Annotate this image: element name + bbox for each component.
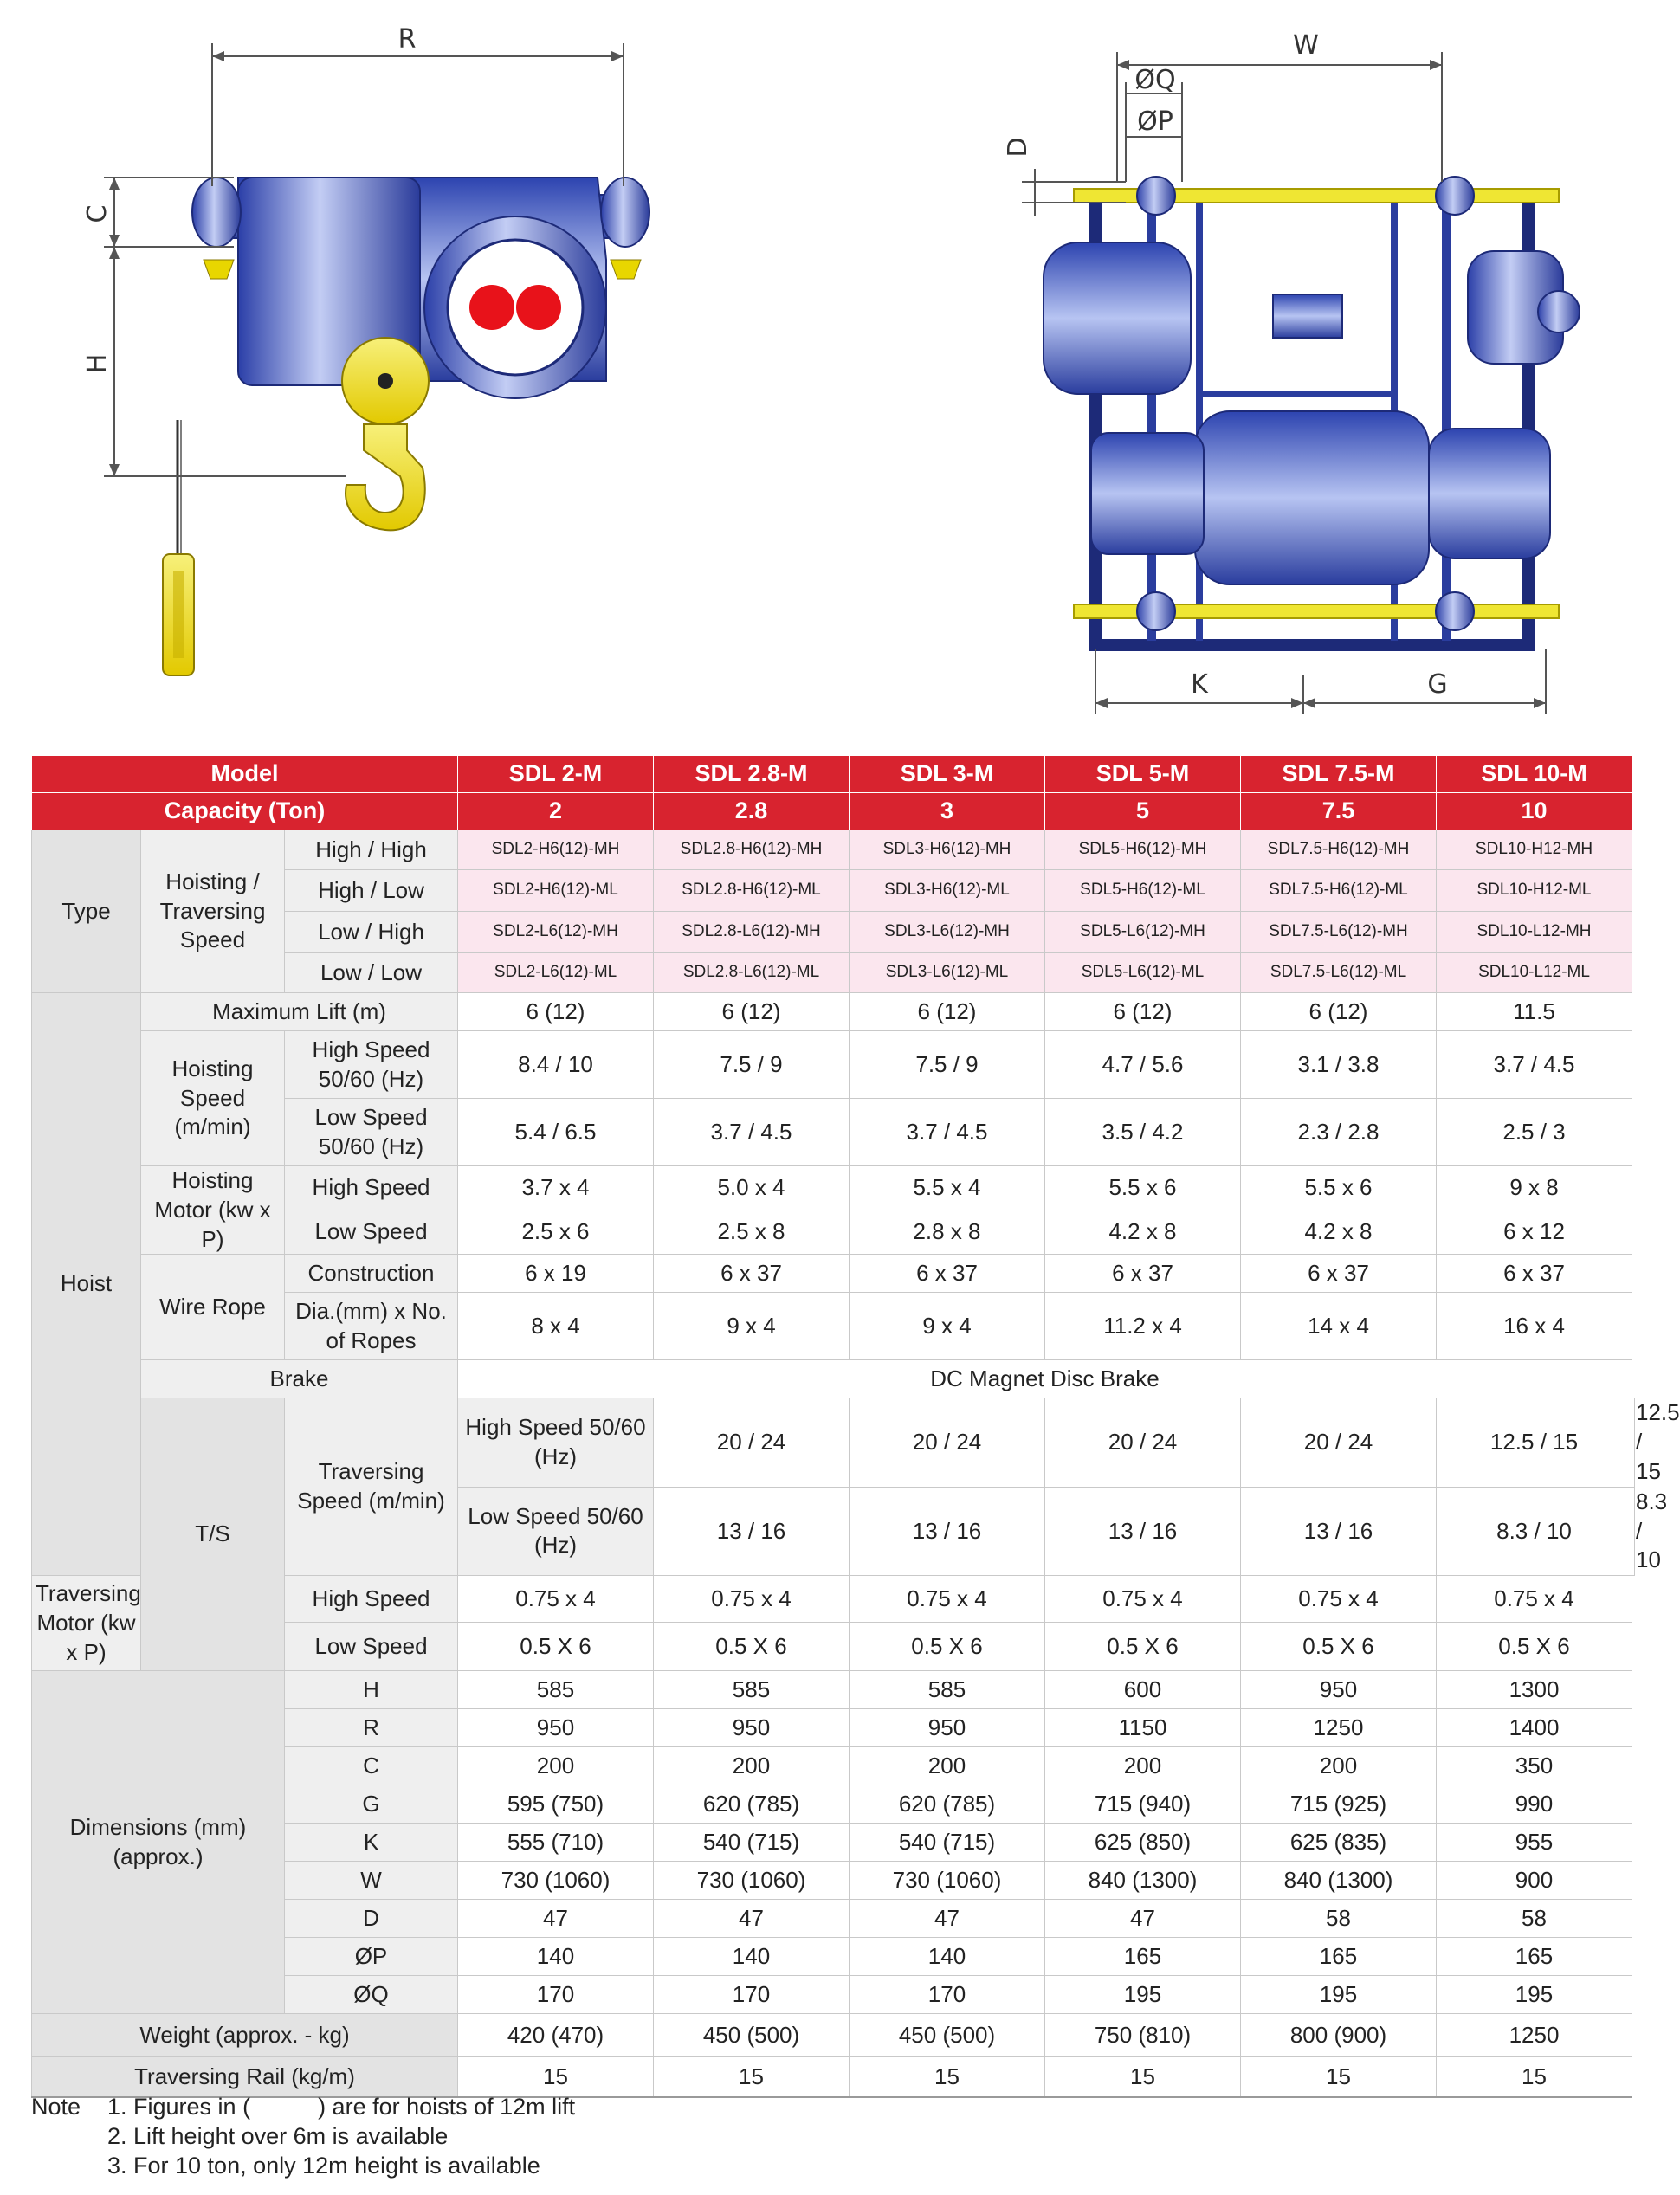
note-item-1-suffix: ) are for hoists of 12m lift: [318, 2094, 576, 2120]
table-cell: 7.5 / 9: [850, 1031, 1045, 1099]
table-cell: 15: [850, 2057, 1045, 2097]
model-name: SDL 2-M: [458, 756, 654, 793]
table-cell: 200: [1045, 1747, 1241, 1785]
subgroup-hoist-traverse-speed: Hoisting / Traversing Speed: [141, 830, 285, 993]
table-cell: 165: [1241, 1938, 1437, 1976]
table-cell: 3.1 / 3.8: [1241, 1031, 1437, 1099]
table-cell: SDL2.8-L6(12)-ML: [654, 953, 850, 993]
table-cell: 15: [1437, 2057, 1632, 2097]
table-cell: 8.3 / 10: [1437, 1487, 1632, 1575]
row-label: High / High: [285, 830, 458, 870]
table-cell: 540 (715): [850, 1824, 1045, 1862]
table-cell: SDL2-L6(12)-MH: [458, 912, 654, 953]
table-cell: 15: [1045, 2057, 1241, 2097]
table-cell: 4.2 x 8: [1045, 1210, 1241, 1255]
table-cell: 1300: [1437, 1671, 1632, 1709]
table-cell: 950: [1241, 1671, 1437, 1709]
row-label: High Speed 50/60 (Hz): [458, 1398, 654, 1487]
table-cell: 730 (1060): [850, 1862, 1045, 1900]
table-cell: SDL5-L6(12)-ML: [1045, 953, 1241, 993]
table-cell: 585: [458, 1671, 654, 1709]
table-cell: 595 (750): [458, 1785, 654, 1824]
row-label: H: [285, 1671, 458, 1709]
table-cell: 715 (940): [1045, 1785, 1241, 1824]
table-cell: 450 (500): [654, 2014, 850, 2057]
table-cell: 200: [654, 1747, 850, 1785]
table-cell: SDL7.5-L6(12)-ML: [1241, 953, 1437, 993]
table-cell: 6 (12): [1045, 993, 1241, 1031]
table-cell: 13 / 16: [1045, 1487, 1241, 1575]
table-cell: 0.75 x 4: [1241, 1576, 1437, 1623]
table-cell: 0.5 X 6: [1045, 1623, 1241, 1671]
table-cell: 195: [1045, 1976, 1241, 2014]
table-cell: SDL10-H12-ML: [1437, 870, 1632, 912]
row-label: D: [285, 1900, 458, 1938]
row-label: Low Speed: [285, 1210, 458, 1255]
table-cell: 730 (1060): [654, 1862, 850, 1900]
row-label: C: [285, 1747, 458, 1785]
row-label: Low Speed 50/60 (Hz): [458, 1487, 654, 1575]
subgroup-hoisting-speed: Hoisting Speed (m/min): [141, 1031, 285, 1166]
table-cell: SDL3-L6(12)-MH: [850, 912, 1045, 953]
table-cell: 955: [1437, 1824, 1632, 1862]
row-label: Low Speed: [285, 1623, 458, 1671]
table-row: [32, 1360, 1635, 1398]
table-cell: 14 x 4: [1241, 1293, 1437, 1360]
table-cell: 730 (1060): [458, 1862, 654, 1900]
table-cell: 58: [1437, 1900, 1632, 1938]
subgroup-traversing-motor: Traversing Motor (kw x P): [32, 1576, 141, 1671]
table-row: [32, 2057, 1635, 2097]
table-cell: 555 (710): [458, 1824, 654, 1862]
subgroup-wire-rope: Wire Rope: [141, 1255, 285, 1360]
table-row: [32, 1255, 1635, 1293]
table-cell: 9 x 4: [654, 1293, 850, 1360]
table-cell: 47: [654, 1900, 850, 1938]
dimension-label-k: K: [1191, 669, 1208, 700]
table-cell: 170: [850, 1976, 1045, 2014]
table-cell: DC Magnet Disc Brake: [458, 1360, 1632, 1398]
capacity-value: 5: [1045, 793, 1241, 830]
row-label: Weight (approx. - kg): [32, 2014, 458, 2057]
row-label: W: [285, 1862, 458, 1900]
table-cell: 585: [654, 1671, 850, 1709]
table-cell: 5.5 x 6: [1241, 1166, 1437, 1210]
table-row: [32, 830, 1635, 870]
row-label: High Speed: [285, 1166, 458, 1210]
table-cell: 1250: [1241, 1709, 1437, 1747]
table-cell: 750 (810): [1045, 2014, 1241, 2057]
table-cell: 800 (900): [1241, 2014, 1437, 2057]
table-cell: 16 x 4: [1437, 1293, 1632, 1360]
top-view-drawing: [1022, 52, 1580, 714]
table-cell: 585: [850, 1671, 1045, 1709]
table-cell: 840 (1300): [1045, 1862, 1241, 1900]
table-cell: 6 (12): [850, 993, 1045, 1031]
table-cell: SDL3-H6(12)-ML: [850, 870, 1045, 912]
group-ts: T/S: [141, 1398, 285, 1671]
table-cell: 6 x 37: [654, 1255, 850, 1293]
table-cell: 840 (1300): [1241, 1862, 1437, 1900]
table-cell: 3.7 / 4.5: [1437, 1031, 1632, 1099]
dimension-label-p: ØP: [1137, 107, 1173, 137]
table-cell: 900: [1437, 1862, 1632, 1900]
group-type: Type: [32, 830, 141, 993]
table-cell: 2.5 x 8: [654, 1210, 850, 1255]
table-cell: 165: [1045, 1938, 1241, 1976]
subgroup-traversing-speed: Traversing Speed (m/min): [285, 1398, 458, 1576]
table-cell: 15: [654, 2057, 850, 2097]
table-cell: 6 (12): [458, 993, 654, 1031]
table-cell: 140: [654, 1938, 850, 1976]
table-cell: 170: [654, 1976, 850, 2014]
table-cell: 6 x 19: [458, 1255, 654, 1293]
table-cell: 450 (500): [850, 2014, 1045, 2057]
table-cell: 4.2 x 8: [1241, 1210, 1437, 1255]
table-cell: 195: [1437, 1976, 1632, 2014]
table-cell: 6 (12): [654, 993, 850, 1031]
table-cell: SDL7.5-L6(12)-MH: [1241, 912, 1437, 953]
row-label: R: [285, 1709, 458, 1747]
table-cell: 13 / 16: [850, 1487, 1045, 1575]
model-name: SDL 10-M: [1437, 756, 1632, 793]
table-cell: 950: [458, 1709, 654, 1747]
header-model-row: [32, 756, 1635, 793]
table-cell: SDL5-H6(12)-ML: [1045, 870, 1241, 912]
table-cell: 2.5 x 6: [458, 1210, 654, 1255]
table-cell: 3.7 / 4.5: [850, 1099, 1045, 1166]
table-cell: 540 (715): [654, 1824, 850, 1862]
row-label: ØP: [285, 1938, 458, 1976]
dimension-label-q: ØQ: [1134, 65, 1176, 95]
table-cell: 5.4 / 6.5: [458, 1099, 654, 1166]
table-cell: SDL2.8-H6(12)-MH: [654, 830, 850, 870]
table-cell: 0.75 x 4: [1045, 1576, 1241, 1623]
table-cell: 0.75 x 4: [1437, 1576, 1632, 1623]
table-cell: 2.8 x 8: [850, 1210, 1045, 1255]
capacity-header: Capacity (Ton): [32, 793, 458, 830]
table-cell: 9 x 4: [850, 1293, 1045, 1360]
table-cell: 12.5 / 15: [1437, 1398, 1632, 1487]
table-cell: 4.7 / 5.6: [1045, 1031, 1241, 1099]
hoist-drawings-svg: [0, 0, 1663, 745]
row-label: Dia.(mm) x No. of Ropes: [285, 1293, 458, 1360]
table-cell: 0.5 X 6: [654, 1623, 850, 1671]
table-cell: SDL5-L6(12)-MH: [1045, 912, 1241, 953]
table-cell: SDL10-H12-MH: [1437, 830, 1632, 870]
table-cell: 13 / 16: [654, 1487, 850, 1575]
row-label: Brake: [141, 1360, 458, 1398]
note-item-2: 2. Lift height over 6m is available: [107, 2123, 449, 2149]
side-view-drawing: [104, 43, 649, 675]
table-cell: SDL2.8-L6(12)-MH: [654, 912, 850, 953]
table-cell: 620 (785): [654, 1785, 850, 1824]
table-cell: 5.0 x 4: [654, 1166, 850, 1210]
group-hoist: Hoist: [32, 993, 141, 1576]
table-cell: 140: [458, 1938, 654, 1976]
table-cell: 47: [458, 1900, 654, 1938]
row-label: K: [285, 1824, 458, 1862]
row-label: High Speed 50/60 (Hz): [285, 1031, 458, 1099]
dimension-label-w: W: [1293, 30, 1319, 61]
dimension-label-c: C: [82, 204, 113, 223]
table-cell: 20 / 24: [1045, 1398, 1241, 1487]
table-cell: 8.4 / 10: [458, 1031, 654, 1099]
row-label: G: [285, 1785, 458, 1824]
table-cell: 47: [850, 1900, 1045, 1938]
table-cell: 950: [654, 1709, 850, 1747]
table-cell: SDL2-H6(12)-ML: [458, 870, 654, 912]
dimension-label-g: G: [1427, 669, 1448, 700]
capacity-value: 2.8: [654, 793, 850, 830]
table-cell: 200: [1241, 1747, 1437, 1785]
table-cell: 3.5 / 4.2: [1045, 1099, 1241, 1166]
note-items: [107, 2092, 575, 2180]
table-cell: 6 x 37: [850, 1255, 1045, 1293]
model-name: SDL 5-M: [1045, 756, 1241, 793]
table-cell: 0.5 X 6: [1241, 1623, 1437, 1671]
table-row: [32, 1166, 1635, 1210]
table-cell: 6 (12): [1241, 993, 1437, 1031]
table-cell: 625 (835): [1241, 1824, 1437, 1862]
table-cell: 11.2 x 4: [1045, 1293, 1241, 1360]
table-cell: 15: [458, 2057, 654, 2097]
table-cell: 950: [850, 1709, 1045, 1747]
table-cell: 11.5: [1437, 993, 1632, 1031]
table-cell: 0.75 x 4: [654, 1576, 850, 1623]
table-cell: SDL3-H6(12)-MH: [850, 830, 1045, 870]
note-item-3: 3. For 10 ton, only 12m height is available: [107, 2153, 540, 2179]
table-cell: 420 (470): [458, 2014, 654, 2057]
row-label: Maximum Lift (m): [141, 993, 458, 1031]
table-cell: 6 x 37: [1437, 1255, 1632, 1293]
capacity-value: 7.5: [1241, 793, 1437, 830]
table-cell: 12.5 / 15: [1632, 1398, 1635, 1487]
table-row: [32, 1671, 1635, 1709]
table-cell: 2.5 / 3: [1437, 1099, 1632, 1166]
model-name: SDL 7.5-M: [1241, 756, 1437, 793]
table-cell: 5.5 x 4: [850, 1166, 1045, 1210]
row-label: High / Low: [285, 870, 458, 912]
table-cell: 350: [1437, 1747, 1632, 1785]
model-header: Model: [32, 756, 458, 793]
row-label: Construction: [285, 1255, 458, 1293]
table-cell: 47: [1045, 1900, 1241, 1938]
table-cell: 58: [1241, 1900, 1437, 1938]
table-cell: 6 x 37: [1045, 1255, 1241, 1293]
hoist-drawings: [0, 0, 1663, 745]
capacity-value: 2: [458, 793, 654, 830]
table-cell: 13 / 16: [1241, 1487, 1437, 1575]
capacity-value: 3: [850, 793, 1045, 830]
table-cell: 0.75 x 4: [458, 1576, 654, 1623]
dimension-label-d: D: [1003, 137, 1033, 158]
table-row: [32, 1398, 1635, 1487]
row-label: Low Speed 50/60 (Hz): [285, 1099, 458, 1166]
table-cell: SDL2-L6(12)-ML: [458, 953, 654, 993]
row-label: Low / High: [285, 912, 458, 953]
table-cell: 6 x 12: [1437, 1210, 1632, 1255]
table-cell: 7.5 / 9: [654, 1031, 850, 1099]
table-cell: 0.5 X 6: [850, 1623, 1045, 1671]
table-cell: 20 / 24: [850, 1398, 1045, 1487]
table-cell: 600: [1045, 1671, 1241, 1709]
table-cell: 165: [1437, 1938, 1632, 1976]
row-label: ØQ: [285, 1976, 458, 2014]
table-cell: 15: [1241, 2057, 1437, 2097]
table-cell: 6 x 37: [1241, 1255, 1437, 1293]
table-cell: 8 x 4: [458, 1293, 654, 1360]
table-cell: SDL7.5-H6(12)-MH: [1241, 830, 1437, 870]
table-row: [32, 993, 1635, 1031]
note-item-1-prefix: 1. Figures in (: [107, 2094, 251, 2120]
table-cell: 200: [850, 1747, 1045, 1785]
table-cell: SDL5-H6(12)-MH: [1045, 830, 1241, 870]
table-cell: 620 (785): [850, 1785, 1045, 1824]
table-cell: 9 x 8: [1437, 1166, 1632, 1210]
row-label: Traversing Rail (kg/m): [32, 2057, 458, 2097]
note-label: Note: [31, 2094, 81, 2120]
model-name: SDL 2.8-M: [654, 756, 850, 793]
row-label: Low / Low: [285, 953, 458, 993]
subgroup-hoisting-motor: Hoisting Motor (kw x P): [141, 1166, 285, 1255]
header-capacity-row: [32, 793, 1635, 830]
table-cell: 625 (850): [1045, 1824, 1241, 1862]
row-label: High Speed: [285, 1576, 458, 1623]
spec-table: [31, 755, 1680, 2098]
table-cell: 5.5 x 6: [1045, 1166, 1241, 1210]
table-cell: SDL2.8-H6(12)-ML: [654, 870, 850, 912]
table-cell: 195: [1241, 1976, 1437, 2014]
table-cell: 170: [458, 1976, 654, 2014]
table-cell: 2.3 / 2.8: [1241, 1099, 1437, 1166]
table-cell: SDL10-L12-ML: [1437, 953, 1632, 993]
note-item-1: [107, 2092, 575, 2121]
group-dimensions: Dimensions (mm) (approx.): [32, 1671, 285, 2014]
table-cell: 0.75 x 4: [850, 1576, 1045, 1623]
table-cell: 3.7 / 4.5: [654, 1099, 850, 1166]
table-row: [32, 2014, 1635, 2057]
table-cell: 3.7 x 4: [458, 1166, 654, 1210]
table-cell: 715 (925): [1241, 1785, 1437, 1824]
table-cell: 140: [850, 1938, 1045, 1976]
table-cell: 0.5 X 6: [1437, 1623, 1632, 1671]
table-cell: 200: [458, 1747, 654, 1785]
dimension-label-h: H: [82, 353, 113, 374]
model-name: SDL 3-M: [850, 756, 1045, 793]
table-cell: SDL3-L6(12)-ML: [850, 953, 1045, 993]
table-row: [32, 1031, 1635, 1099]
table-cell: 0.5 X 6: [458, 1623, 654, 1671]
dimension-label-r: R: [397, 24, 417, 55]
table-cell: 990: [1437, 1785, 1632, 1824]
table-cell: 8.3 / 10: [1632, 1487, 1635, 1575]
table-cell: 20 / 24: [1241, 1398, 1437, 1487]
table-cell: SDL10-L12-MH: [1437, 912, 1632, 953]
capacity-value: 10: [1437, 793, 1632, 830]
table-cell: 1400: [1437, 1709, 1632, 1747]
table-cell: 20 / 24: [654, 1398, 850, 1487]
table-cell: 1250: [1437, 2014, 1632, 2057]
table-cell: SDL2-H6(12)-MH: [458, 830, 654, 870]
table-cell: 1150: [1045, 1709, 1241, 1747]
table-cell: SDL7.5-H6(12)-ML: [1241, 870, 1437, 912]
